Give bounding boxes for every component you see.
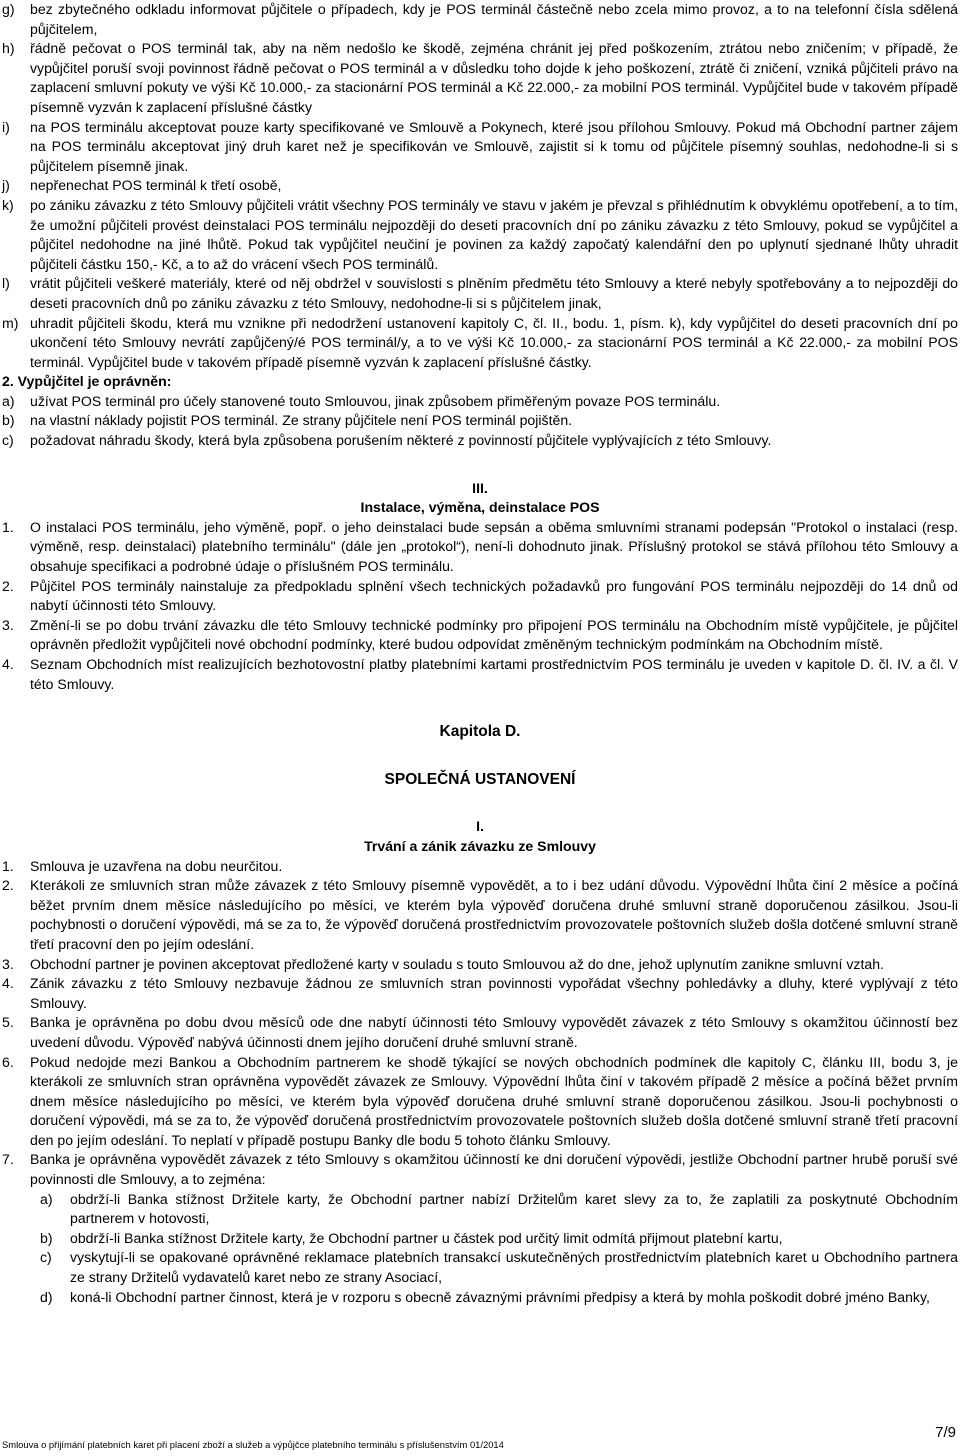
list-text: po zániku závazku z této Smlouvy půjčiteli vrátit všechny POS terminály ve stavu v jakém je převzal s přihlédnutím k obvyklému opotřebení, a to tím, že umožní půjčiteli provést deinstalaci POS terminálu nejpozději do deseti pracovních dní po zániku závazku z této Smlouvy, pokud se vypůjčitel a půjčitel nedohodne na jiné lhůtě. Pokud tak vypůjčitel neučiní je povinen za každý započatý kalendářní den po uplynutí sjednané lhůty uhradit půjčiteli částku 150,- Kč, a to až do vrácení všech POS terminálů. [30,196,958,272]
list-item [2,314,958,373]
list-marker: 6. [2,1053,14,1070]
list-marker: g) [2,1,15,17]
list-item [2,974,958,1013]
list-marker: 1. [2,857,14,874]
list-item [2,857,958,877]
sub-list-item [2,1288,958,1308]
list-marker: 5. [2,1014,14,1031]
list-marker: 2. [2,577,14,594]
list-text: Seznam Obchodních míst realizujících bezhotovostní platby platebními kartami prostřednictvím POS terminálu je uveden v kapitole D. čl. IV. a čl. V této Smlouvy. [30,656,958,692]
list-text: Pokud nedojde mezi Bankou a Obchodním partnerem ke shodě týkající se nových obchodních podmínek dle kapitoly C, článku III, bodu 3, je kterákoli ze smluvních stran oprávněna vypovědět závazek ze Smlouvy. Výpovědní lhůta činí v takovém případě 2 měsíce a počíná běžet prvním dnem měsíce následujícího po měsíci, ve kterém byla výpověď doručena druhé smluvní straně doporučenou zásilkou. Jsou-li pochybnosti o doručení výpovědi, má se za to, že výpověď doručená prostřednictvím provozovatele poštovních služeb došla dotčené smluvní straně třetí pracovní den po jejím odeslání. To neplatí v případě postupu Banky dle bodu 5 tohoto článku Smlouvy. [30,1053,958,1148]
list-text: Smlouva je uzavřena na dobu neurčitou. [30,857,283,874]
list-marker: 4. [2,975,14,992]
list-text: vyskytují-li se opakované oprávněné reklamace platebních transakcí uskutečněných prostřednictvím platebních karet u Obchodního partnera ze strany Držitelů vydavatelů karet nebo ze strany Asociací, [70,1249,958,1286]
list-item [2,431,958,451]
list-item [2,274,958,313]
list-marker: k) [2,196,14,213]
list-text: Změní-li se po dobu trvání závazku dle této Smlouvy technické podmínky pro připojení POS terminálu na Obchodním místě vypůjčitele, je půjčitel oprávněn předložit vypůjčiteli nové obchodní podmínky, které budou odpovídat změněným technickým podmínkám na Obchodním místě. [30,616,958,653]
list-text: řádně pečovat o POS terminál tak, aby na něm nedošlo ke škodě, zejména chránit jej před poškozením, ztrátou nebo zničením; v případě, že vypůjčitel poruší svoji povinnost řádně pečovat o POS terminál a v důsledku toho dojde k jeho poškození, ztrátě či zničení, vzniká půjčiteli právo na zaplacení smluvní pokuty ve výši Kč 10.000,- za stacionární POS terminál a Kč 22.000,- za mobilní POS terminál. Vypůjčitel bude v takovém případě písemně vyzván k zaplacení příslušné částky [30,40,958,115]
list-text: na POS terminálu akceptovat pouze karty specifikované ve Smlouvě a Pokynech, které jsou přílohou Smlouvy. Pokud má Obchodní partner zájem na POS terminálu akceptovat jiný druh karet než je specifikován ve Smlouvě, zajistit si k tomu od půjčitele písemný souhlas, nedohodne-li si s půjčitelem písemně jinak. [30,118,958,174]
article-title: Instalace, výměna, deinstalace POS [360,499,600,516]
list-item [2,1013,958,1052]
list-text: uhradit půjčiteli škodu, která mu vznikne při nedodržení ustanovení kapitoly C, čl. II., bodu. 1, písm. k), kdy vypůjčitel do deseti pracovních dní po ukončení této Smlouvy nevrátí zapůjčený/é POS terminál/y, a to ve výši Kč 10.000,- za stacionární POS terminál a Kč 22.000,- za mobilní POS terminál. Vypůjčitel bude v takovém případě písemně vyzván k zaplacení příslušné částky. [30,314,958,370]
list-marker: j) [2,177,10,194]
list-text: Kterákoli ze smluvních stran může závazek z této Smlouvy písemně vypovědět, a to i bez udání důvodu. Výpovědní lhůta činí 2 měsíce a počíná běžet prvním dnem měsíce následujícího po měsíci, ve kterém byla výpověď doručena druhé smluvní straně doporučenou zásilkou. Jsou-li pochybnosti o doručení výpovědi, má se za to, že výpověď doručená prostřednictvím provozovatele poštovních služeb došla dotčené smluvní straně třetí pracovní den po jejím odeslání. [30,877,958,952]
list-item [2,655,958,694]
list-marker: l) [2,275,10,292]
list-text: obdrží-li Banka stížnost Držitele karty, že Obchodní partner u částek pod určitý limit odmítá přijmout platební kartu, [70,1229,783,1246]
page-footer: Smlouva o přijímání platebních karet při placení zboží a služeb a výpůjčce platebního terminálu s příslušenstvím 01/2014 [2,1439,504,1450]
list-marker: i) [2,118,10,135]
article-number: III. [472,479,488,496]
list-item [2,176,958,196]
list-marker: 4. [2,656,14,672]
list-item [2,1150,958,1189]
list-text: Banka je oprávněna po dobu dvou měsíců ode dne nabytí účinnosti této Smlouvy vypovědět závazek z této Smlouvy s okamžitou účinností bez uvedení důvodu. Výpověď nabývá účinnosti dnem jejího doručení druhé smluvní straně. [30,1014,958,1050]
list-text: Zánik závazku z této Smlouvy nezbavuje žádnou ze smluvních stran povinnosti vypořádat všechny pohledávky a dluhy, které vyplývají z této Smlouvy. [30,975,958,1011]
list-marker: c) [2,432,14,449]
list-item [2,39,958,117]
page-number: 7/9 [935,1424,956,1441]
page-content [2,0,958,1307]
list-item [2,118,958,177]
list-item [2,411,958,431]
list-text: bez zbytečného odkladu informovat půjčitele o případech, kdy je POS terminál částečně nebo zcela mimo provoz, a to na telefonní čísla sdělená půjčitelem, [30,1,958,37]
list-text: Půjčitel POS terminály nainstaluje za předpokladu splnění všech technických požadavků pro fungování POS terminálu nejpozději do 14 dnů od nabytí účinnosti této Smlouvy. [30,577,958,614]
list-marker: 1. [2,518,14,535]
list-marker: h) [2,40,15,57]
list-item [2,876,958,954]
list-marker: 3. [2,616,14,633]
list-marker: b) [40,1229,53,1246]
list-text: požadovat náhradu škody, která byla způsobena porušením některé z povinností půjčitele vyplývajících z této Smlouvy. [30,432,772,449]
list-item [2,196,958,274]
list-text: vrátit půjčiteli veškeré materiály, které od něj obdržel v souvislosti s plněním předmětu této Smlouvy a které nebyly spotřebovány a to nejpozději do deseti pracovních dnů po zániku závazku z této Smlouvy, nedohodne-li si s půjčitelem jinak, [30,275,958,311]
list-text: obdrží-li Banka stížnost Držitele karty, že Obchodní partner nabízí Držitelům karet slevy za to, že zaplatili za poskytnuté Obchodním partnerem v hotovosti, [70,1190,958,1227]
list-marker: m) [2,314,19,331]
list-item [2,392,958,412]
sub-list-item [2,1248,958,1287]
list-item [2,577,958,616]
list-marker: 3. [2,955,14,972]
article-title: Trvání a zánik závazku ze Smlouvy [364,837,596,854]
list-text: na vlastní náklady pojistit POS terminál. Ze strany půjčitele není POS terminál pojištěn. [30,412,573,429]
list-marker: d) [40,1288,53,1305]
list-item [2,616,958,655]
list-text: O instalaci POS terminálu, jeho výměně, popř. o jeho deinstalaci bude sepsán a oběma smluvními stranami podepsán "Protokol o instalaci (resp. výměně, resp. deinstalaci) platebního terminálu" (dále jen „protokol“), není-li dohodnuto jinak. Příslušný protokol se stává přílohou této Smlouvy a obsahuje specifikaci a podrobné údaje o příslušném POS terminálu. [30,518,958,575]
list-text: koná-li Obchodní partner činnost, která je v rozporu s obecně závaznými právními předpisy a která by mohla poškodit dobré jméno Banky, [70,1288,930,1305]
list-item [2,955,958,975]
list-item [2,0,958,39]
section-heading: 2. Vypůjčitel je oprávněn: [2,373,172,390]
list-item [2,518,958,577]
list-marker: b) [2,412,15,429]
list-item [2,1053,958,1151]
list-text: nepřenechat POS terminál k třetí osobě, [30,177,282,194]
chapter-label: Kapitola D. [439,723,521,741]
list-marker: a) [40,1190,53,1207]
list-text: Obchodní partner je povinen akceptovat předložené karty v souladu s touto Smlouvou až do dne, jehož uplynutím zanikne smluvní vztah. [30,955,884,972]
sub-list-item [2,1229,958,1249]
list-marker: a) [2,392,15,409]
list-marker: c) [40,1249,52,1266]
list-text: Banka je oprávněna vypovědět závazek z této Smlouvy s okamžitou účinností ke dni doručení výpovědi, jestliže Obchodní partner hrubě poruší své povinnosti dle Smlouvy, a to zejména: [30,1151,958,1188]
list-text: užívat POS terminál pro účely stanovené touto Smlouvou, jinak způsobem přiměřeným povaze POS terminálu. [30,392,721,409]
list-marker: 7. [2,1151,14,1168]
chapter-title: SPOLEČNÁ USTANOVENÍ [384,770,576,788]
list-marker: 2. [2,877,14,894]
article-number: I. [476,818,484,835]
sub-list-item [2,1190,958,1229]
